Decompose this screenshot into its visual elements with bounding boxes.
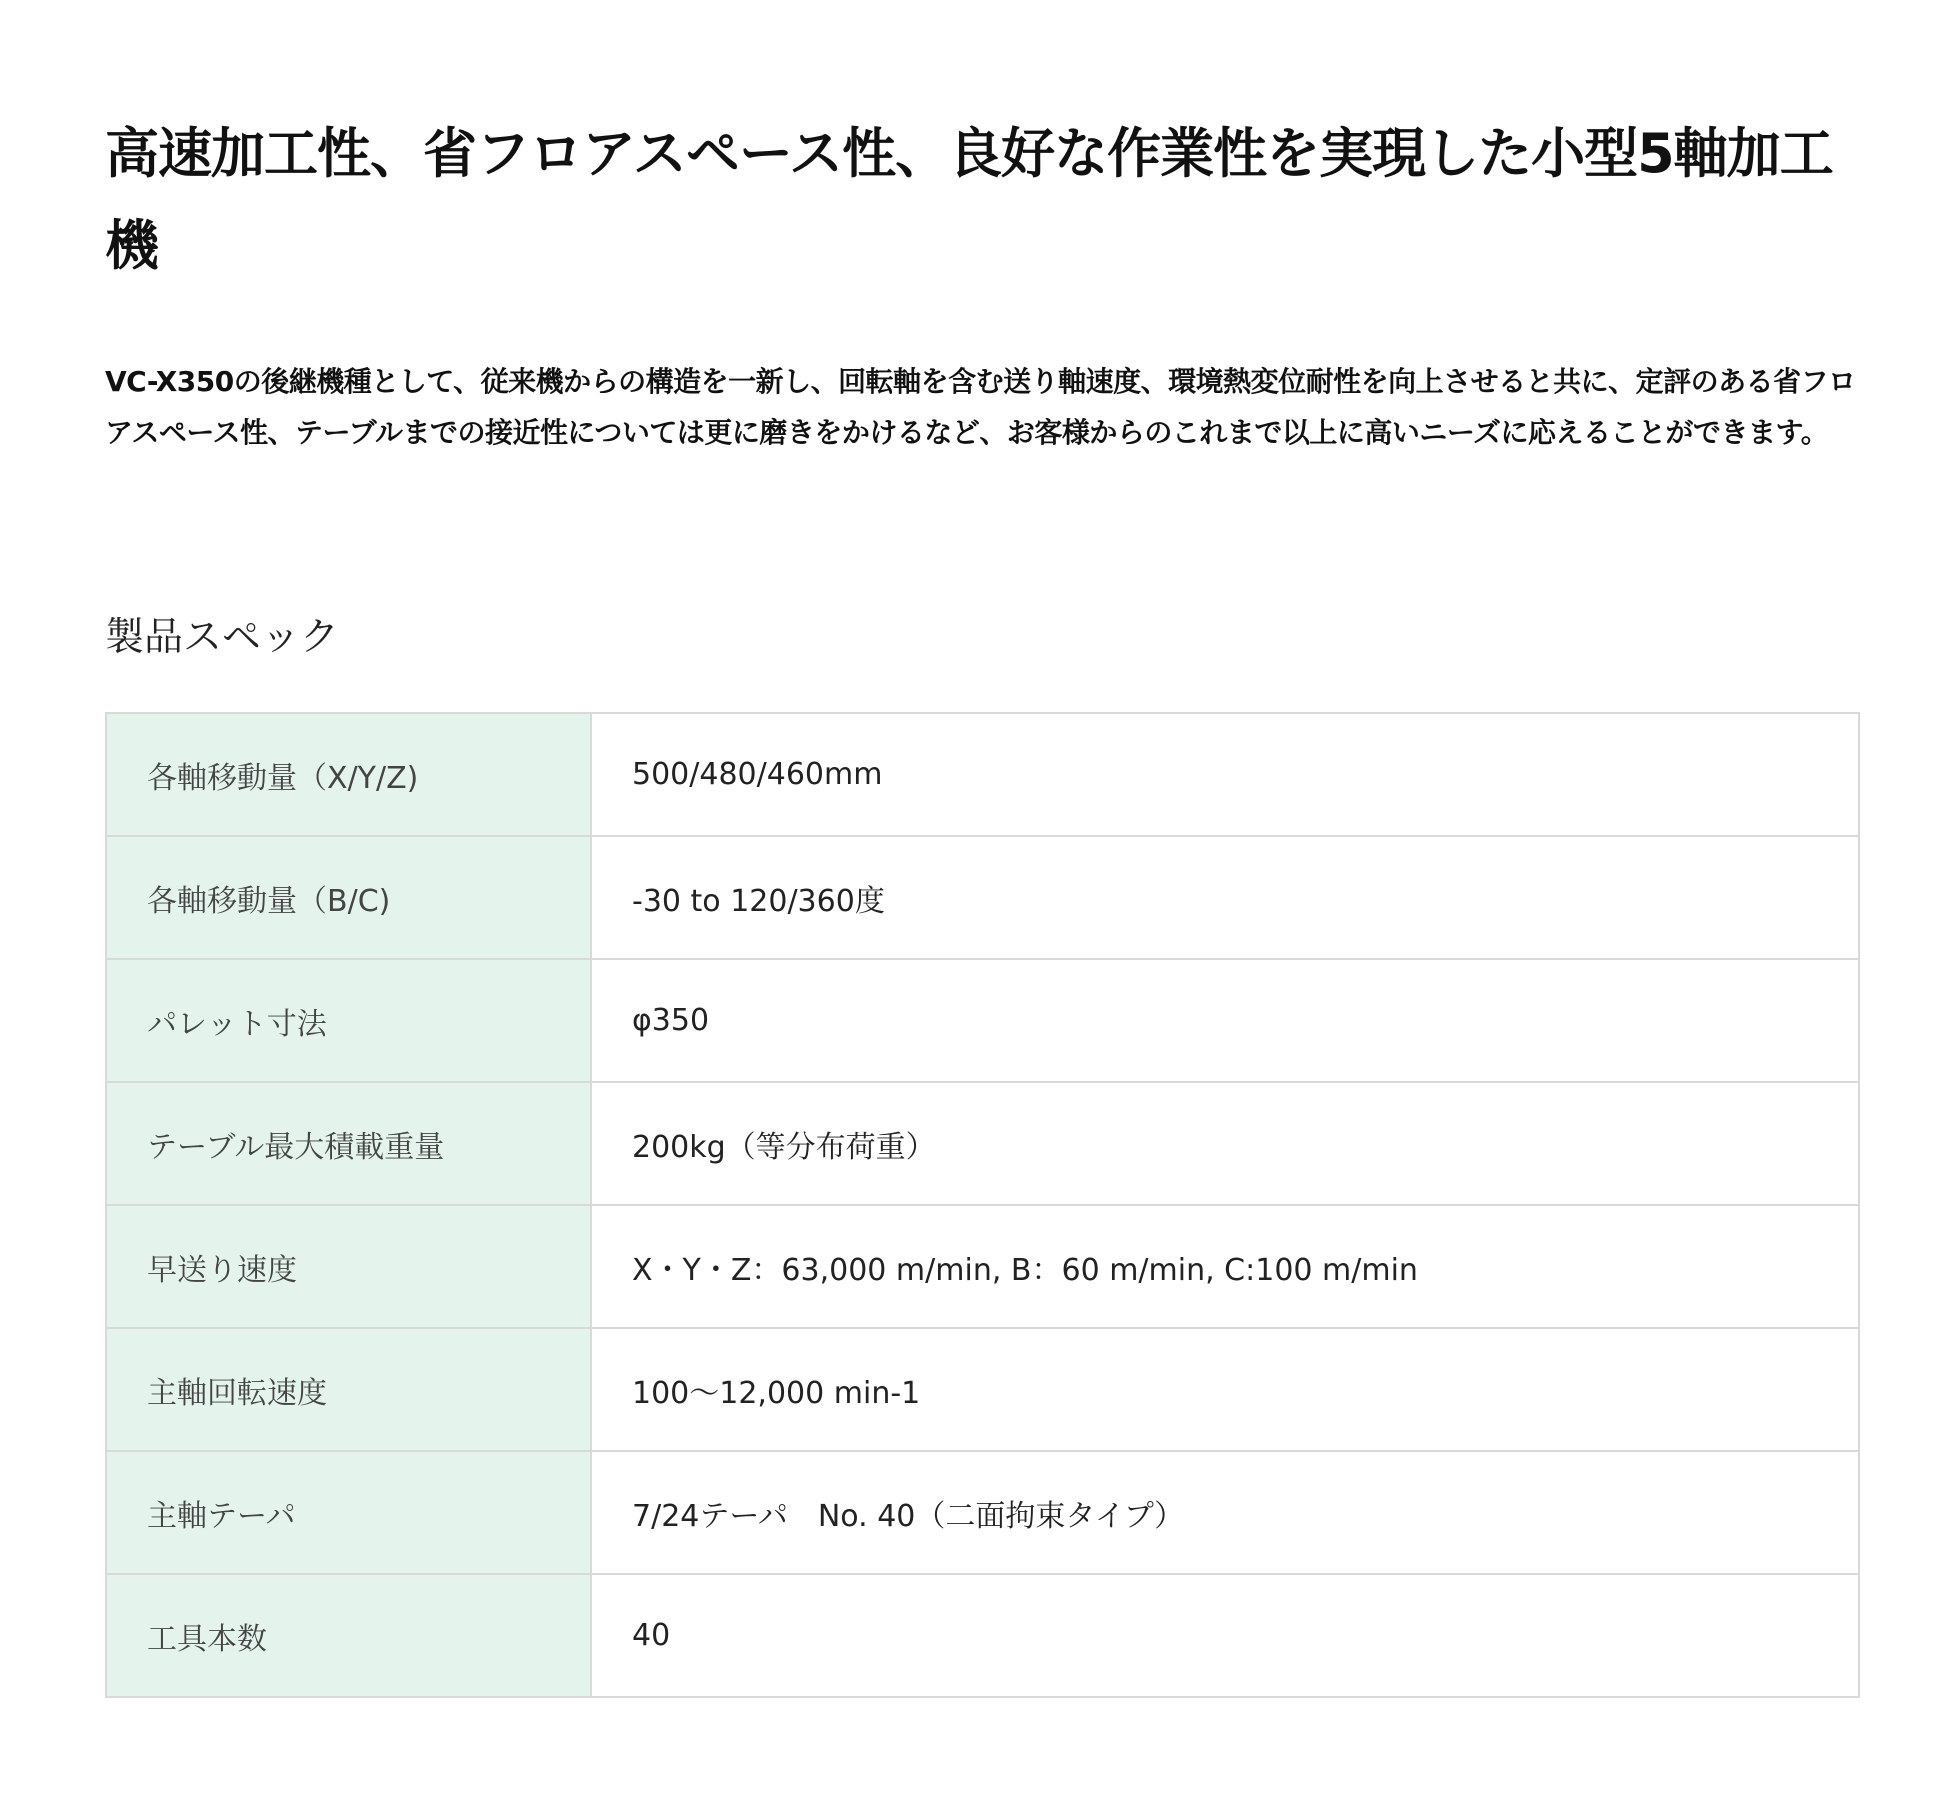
- spec-row-max-table-load: [106, 1082, 1859, 1205]
- spec-value: φ350: [591, 959, 1859, 1082]
- lead-paragraph: VC-X350の後継機種として、従来機からの構造を一新し、回転軸を含む送り軸速度、環境熱変位耐性を向上させると共に、定評のある省フロアスペース性、テーブルまでの接近性については更に磨きをかけるなど、お客様からのこれまで以上に高いニーズに応えることができます。: [105, 365, 1856, 449]
- spec-section-title: 製品スペック: [105, 615, 340, 660]
- spec-value: -30 to 120/360度: [591, 836, 1859, 959]
- spec-row-spindle-taper: [106, 1451, 1859, 1574]
- spec-label: 主軸テーパ: [106, 1451, 591, 1574]
- spec-row-pallet-size: [106, 959, 1859, 1082]
- spec-label: 早送り速度: [106, 1205, 591, 1328]
- spec-label: パレット寸法: [106, 959, 591, 1082]
- spec-label: 各軸移動量（X/Y/Z): [106, 713, 591, 836]
- spec-table: [105, 712, 1860, 1698]
- spec-label: 工具本数: [106, 1574, 591, 1697]
- spec-row-axis-travel-xyz: [106, 713, 1859, 836]
- spec-row-tool-count: [106, 1574, 1859, 1697]
- spec-row-axis-travel-bc: [106, 836, 1859, 959]
- spec-value: 7/24テーパ No. 40（二面拘束タイプ）: [591, 1451, 1859, 1574]
- spec-value: 500/480/460mm: [591, 713, 1859, 836]
- spec-label: 主軸回転速度: [106, 1328, 591, 1451]
- spec-label: テーブル最大積載重量: [106, 1082, 591, 1205]
- spec-value: 200kg（等分布荷重）: [591, 1082, 1859, 1205]
- spec-row-rapid-traverse: [106, 1205, 1859, 1328]
- page-headline: 高速加工性、省フロアスペース性、良好な作業性を実現した小型5軸加工機: [105, 122, 1833, 277]
- spec-label: 各軸移動量（B/C): [106, 836, 591, 959]
- spec-value: 40: [591, 1574, 1859, 1697]
- spec-row-spindle-speed: [106, 1328, 1859, 1451]
- spec-value: 100～12,000 min-1: [591, 1328, 1859, 1451]
- spec-value: X・Y・Z：63,000 m/min, B：60 m/min, C:100 m/min: [591, 1205, 1859, 1328]
